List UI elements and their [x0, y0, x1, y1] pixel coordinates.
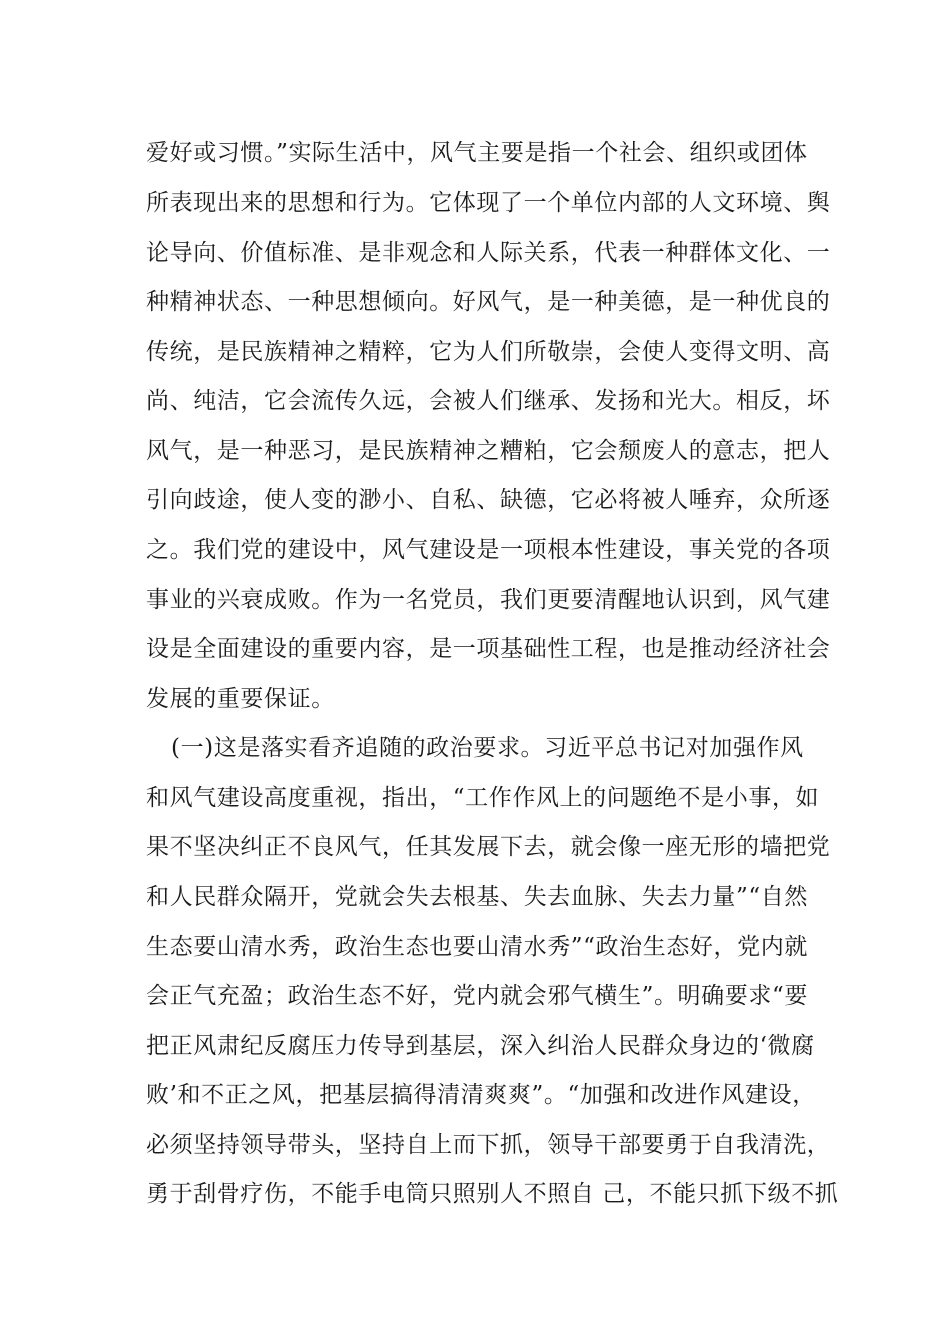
- text-line: 之。我们党的建设中，风气建设是一项根本性建设，事关党的各项: [146, 537, 831, 563]
- text-line: 果不坚决纠正不良风气，任其发展下去，就会像一座无形的墙把党: [146, 834, 831, 860]
- text-line: 败’和不正之风，把基层搞得清清爽爽”。“加强和改进作风建设，: [146, 1082, 816, 1108]
- text-line: 会正气充盈；政治生态不好，党内就会邪气横生”。明确要求“要: [146, 983, 808, 1009]
- text-line: 勇于刮骨疗伤，不能手电筒只照别人不照自 己，不能只抓下级不抓: [146, 1181, 839, 1207]
- text-line: 和人民群众隔开，党就会失去根基、失去血脉、失去力量”“自然: [146, 884, 808, 910]
- text-line: 发展的重要保证。: [146, 686, 335, 712]
- text-line: 论导向、价值标准、是非观念和人际关系，代表一种群体文化、一: [146, 240, 831, 266]
- text-line: 把正风肃纪反腐压力传导到基层，深入纠治人民群众身边的‘微腐: [146, 1033, 815, 1059]
- text-line: 风气，是一种恶习，是民族精神之糟粕，它会颓废人的意志，把人: [146, 438, 831, 464]
- text-line: 和风气建设高度重视，指出，“工作作风上的问题绝不是小事，如: [146, 785, 820, 811]
- text-line: 种精神状态、一种思想倾向。好风气，是一种美德，是一种优良的: [146, 289, 831, 315]
- text-line: 事业的兴衰成败。作为一名党员，我们更要清醒地认识到，风气建: [146, 587, 831, 613]
- text-line: 所表现出来的思想和行为。它体现了一个单位内部的人文环境、舆: [146, 190, 831, 216]
- text-line: 引向歧途，使人变的渺小、自私、缺德，它必将被人唾弃，众所逐: [146, 487, 831, 513]
- text-line: 生态要山清水秀，政治生态也要山清水秀”“政治生态好，党内就: [146, 934, 808, 960]
- text-line: 设是全面建设的重要内容，是一项基础性工程，也是推动经济社会: [146, 636, 831, 662]
- text-line: 爱好或习惯。”实际生活中，风气主要是指一个社会、组织或团体: [146, 140, 808, 166]
- paragraph-first-line: (一)这是落实看齐追随的政治要求。习近平总书记对加强作风: [171, 735, 804, 761]
- text-line: 尚、纯洁，它会流传久远，会被人们继承、发扬和光大。相反，坏: [146, 388, 831, 414]
- text-line: 传统，是民族精神之精粹，它为人们所敬崇，会使人变得文明、高: [146, 339, 831, 365]
- text-line: 必须坚持领导带头，坚持自上而下抓，领导干部要勇于自我清洗，: [146, 1132, 831, 1158]
